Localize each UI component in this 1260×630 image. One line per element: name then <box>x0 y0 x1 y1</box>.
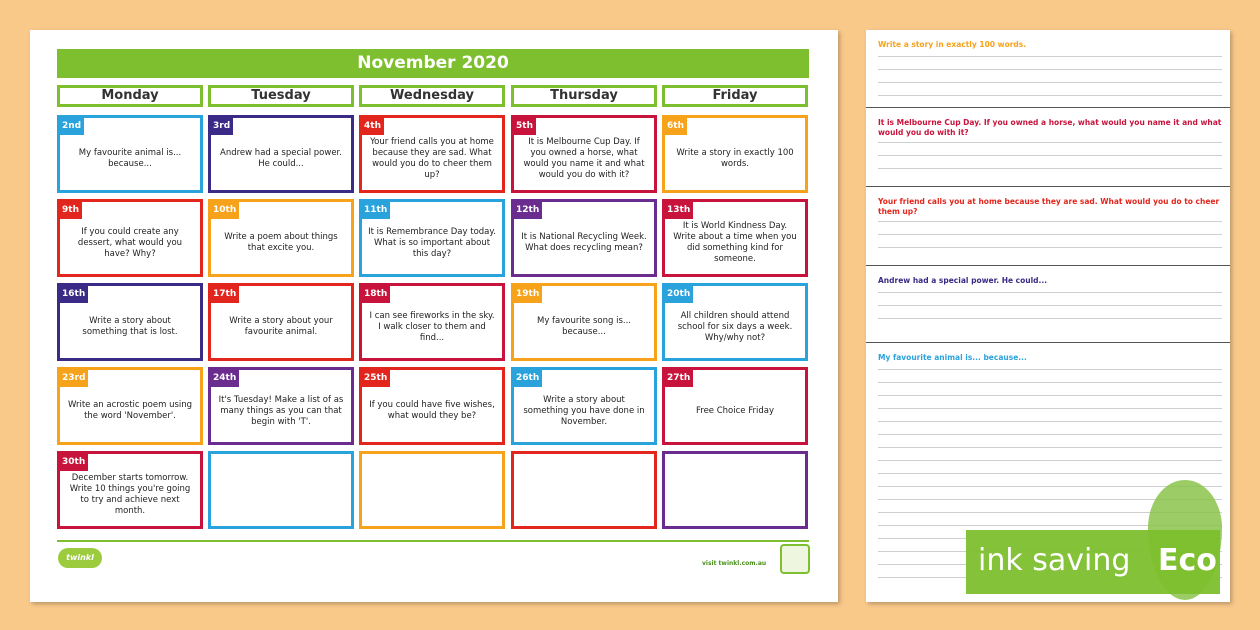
writing-line <box>878 305 1222 306</box>
calendar-day-cell <box>511 115 657 193</box>
calendar-day-cell <box>662 283 808 361</box>
writing-prompt: My favourite song is... because... <box>536 316 631 337</box>
calendar-day-cell <box>662 115 808 193</box>
writing-prompt: Write a story in exactly 100 words. <box>676 148 794 169</box>
writing-line <box>878 168 1222 169</box>
day-header: Friday <box>662 85 808 107</box>
writing-prompt: December starts tomorrow. Write 10 things you're going to try and achieve next month. <box>69 473 191 516</box>
day-number: 26th <box>513 369 542 387</box>
calendar-day-cell <box>208 367 354 445</box>
day-number: 19th <box>513 285 542 303</box>
writing-section <box>866 266 1230 343</box>
section-prompt: My favourite animal is... because... <box>878 353 1027 362</box>
writing-prompt: All children should attend school for six days a week. Why/why not? <box>677 310 793 343</box>
calendar-day-cell <box>511 451 657 529</box>
writing-line <box>878 95 1222 96</box>
writing-prompt: Write a poem about things that excite you. <box>224 232 338 253</box>
calendar-day-cell <box>208 115 354 193</box>
month-title: November 2020 <box>57 49 809 78</box>
day-number: 25th <box>361 369 390 387</box>
writing-prompt: It is Remembrance Day today. What is so important about this day? <box>368 226 496 259</box>
day-header: Monday <box>57 85 203 107</box>
calendar-day-cell <box>57 115 203 193</box>
calendar-day-cell <box>511 283 657 361</box>
calendar-day-cell <box>57 283 203 361</box>
calendar-day-cell <box>511 199 657 277</box>
calendar-day-cell <box>662 199 808 277</box>
writing-line <box>878 369 1222 370</box>
writing-section <box>866 30 1230 108</box>
day-number: 27th <box>664 369 693 387</box>
calendar-day-cell <box>208 199 354 277</box>
day-number: 9th <box>59 201 82 219</box>
day-header: Thursday <box>511 85 657 107</box>
day-number: 5th <box>513 117 536 135</box>
calendar-day-cell <box>662 367 808 445</box>
day-number: 16th <box>59 285 88 303</box>
calendar-day-cell <box>57 367 203 445</box>
writing-prompt: Write a story about something that is lost. <box>82 316 178 337</box>
writing-line <box>878 142 1222 143</box>
writing-line <box>878 247 1222 248</box>
section-prompt: Your friend calls you at home because they are sad. What would you do to cheer them up? <box>878 197 1220 216</box>
writing-prompt: Write a story about your favourite animal. <box>229 316 333 337</box>
day-number: 4th <box>361 117 384 135</box>
day-number: 2nd <box>59 117 84 135</box>
writing-prompt: My favourite animal is... because... <box>78 148 182 169</box>
twinkl-logo: twinkl <box>58 548 102 568</box>
writing-prompt <box>368 468 496 522</box>
writing-prompt: Free Choice Friday <box>696 405 774 416</box>
calendar-day-cell <box>208 283 354 361</box>
day-number: 17th <box>210 285 239 303</box>
writing-line <box>878 318 1222 319</box>
certification-badge-icon <box>780 544 810 574</box>
writing-prompt <box>217 468 345 522</box>
writing-prompt <box>520 468 648 522</box>
section-prompt: Andrew had a special power. He could... <box>878 276 1048 285</box>
writing-prompt: It is Melbourne Cup Day. If you owned a horse, what would you name it and what would you do with it? <box>523 137 645 180</box>
day-number: 20th <box>664 285 693 303</box>
writing-prompt: If you could have five wishes, what would they be? <box>369 400 495 421</box>
writing-line <box>878 69 1222 70</box>
calendar-day-cell <box>57 199 203 277</box>
writing-prompt: It is World Kindness Day. Write about a time when you did something kind for someone. <box>673 221 797 264</box>
writing-section <box>866 187 1230 266</box>
calendar-day-cell <box>208 451 354 529</box>
day-number: 23rd <box>59 369 88 387</box>
writing-line <box>878 434 1222 435</box>
writing-line <box>878 408 1222 409</box>
footer-url: visit twinkl.com.au <box>702 560 767 567</box>
writing-line <box>878 155 1222 156</box>
writing-prompt: Your friend calls you at home because they are sad. What would you do to cheer them up? <box>370 137 494 180</box>
writing-prompt: Andrew had a special power. He could... <box>220 148 342 169</box>
writing-prompt: I can see fireworks in the sky. I walk closer to them and find... <box>369 310 495 343</box>
eco-banner-word: Eco <box>1158 543 1217 578</box>
writing-line <box>878 473 1222 474</box>
day-number: 12th <box>513 201 542 219</box>
eco-banner-label: ink saving <box>978 543 1131 578</box>
writing-line <box>878 292 1222 293</box>
writing-prompt: Write a story about something you have done in November. <box>523 394 645 427</box>
calendar-day-cell <box>662 451 808 529</box>
calendar-day-cell <box>511 367 657 445</box>
day-header: Tuesday <box>208 85 354 107</box>
calendar-day-cell <box>359 367 505 445</box>
calendar-day-cell <box>359 283 505 361</box>
writing-line <box>878 460 1222 461</box>
calendar-day-cell <box>359 199 505 277</box>
day-number: 3rd <box>210 117 233 135</box>
day-number: 11th <box>361 201 390 219</box>
day-number: 6th <box>664 117 687 135</box>
day-number: 18th <box>361 285 390 303</box>
writing-line <box>878 82 1222 83</box>
writing-prompt: If you could create any dessert, what would you have? Why? <box>77 226 183 259</box>
day-number: 30th <box>59 453 88 471</box>
writing-section <box>866 108 1230 187</box>
writing-line <box>878 395 1222 396</box>
writing-line <box>878 447 1222 448</box>
day-number: 10th <box>210 201 239 219</box>
writing-line <box>878 56 1222 57</box>
section-prompt: It is Melbourne Cup Day. If you owned a horse, what would you name it and what would you do with it? <box>878 118 1222 137</box>
writing-line <box>878 221 1222 222</box>
day-number: 24th <box>210 369 239 387</box>
writing-prompt: It is National Recycling Week. What does recycling mean? <box>521 232 647 253</box>
writing-prompt <box>671 468 799 522</box>
writing-prompt: It's Tuesday! Make a list of as many things as you can that begin with 'T'. <box>218 394 344 427</box>
footer-divider <box>57 540 809 542</box>
section-prompt: Write a story in exactly 100 words. <box>878 40 1027 49</box>
day-number: 13th <box>664 201 693 219</box>
writing-line <box>878 421 1222 422</box>
writing-line <box>878 234 1222 235</box>
calendar-day-cell <box>359 451 505 529</box>
calendar-day-cell <box>359 115 505 193</box>
writing-prompt: Write an acrostic poem using the word 'November'. <box>67 400 193 421</box>
writing-line <box>878 382 1222 383</box>
calendar-day-cell <box>57 451 203 529</box>
calendar-sheet <box>30 30 838 602</box>
day-header: Wednesday <box>359 85 505 107</box>
